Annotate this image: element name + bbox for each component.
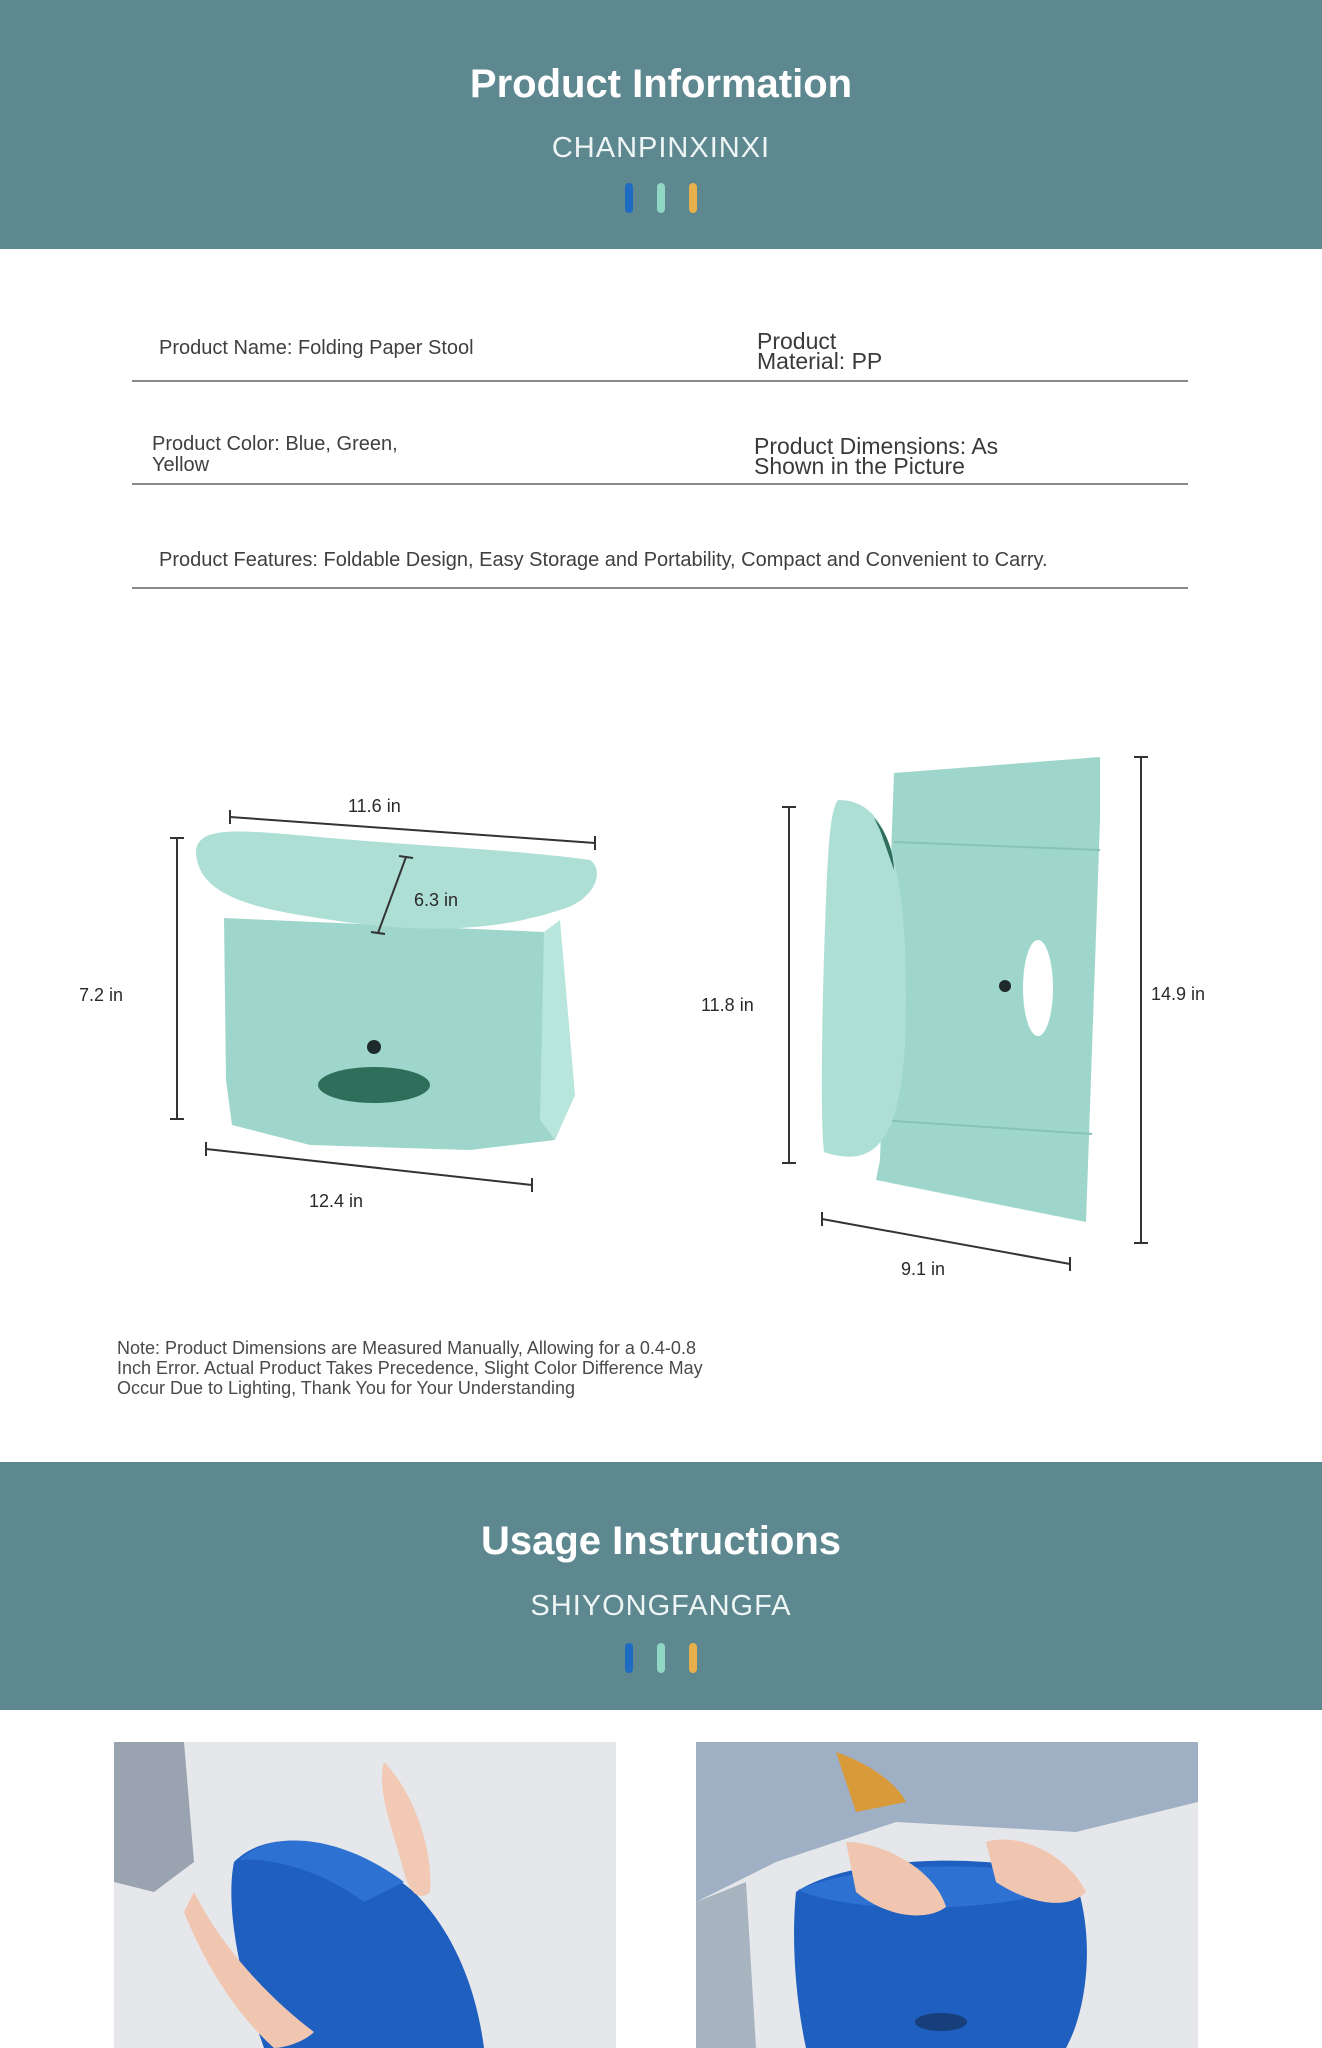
blue-dot-icon — [625, 183, 633, 213]
green-dot-icon — [657, 183, 665, 213]
usage-photo-pressing-illustration — [696, 1742, 1198, 2048]
yellow-dot-icon — [689, 183, 697, 213]
dimension-label-unfolded-width: 9.1 in — [901, 1259, 946, 1279]
section-title: Usage Instructions — [480, 1519, 842, 1563]
note-line2: Inch Error. Actual Product Takes Precedence, Slight Color Difference May — [117, 1358, 703, 1378]
spec-dimensions-line2: Shown in the Picture — [754, 453, 965, 479]
spec-color-line1: Product Color: Blue, Green, — [152, 433, 398, 455]
yellow-dot-icon — [689, 1643, 697, 1673]
dimension-label-unfolded-left: 11.8 in — [701, 995, 754, 1015]
spec-material-line2: Material: PP — [757, 348, 883, 374]
dimension-label-seat-depth: 6.3 in — [414, 890, 459, 910]
usage-photo-pressing — [696, 1742, 1198, 2048]
product-info-banner — [0, 0, 1322, 249]
spec-dimensions-line1: Product Dimensions: As — [754, 433, 999, 459]
usage-photo-unfolding-illustration — [114, 1742, 616, 2048]
spec-divider — [132, 587, 1188, 589]
spec-product-features: Product Features: Foldable Design, Easy Storage and Portability, Compact and Convenient to Carry. — [159, 549, 1048, 571]
section-title: Product Information — [469, 62, 853, 106]
decorative-dots — [0, 183, 1322, 213]
blue-dot-icon — [625, 1643, 633, 1673]
dimension-label-bottom-width: 12.4 in — [309, 1191, 364, 1211]
spec-product-material — [757, 328, 883, 374]
spec-divider — [132, 483, 1188, 485]
spec-product-name: Product Name: Folding Paper Stool — [159, 337, 474, 359]
spec-divider — [132, 380, 1188, 382]
dimension-label-top-width: 11.6 in — [348, 796, 401, 816]
spec-material-line1: Product — [757, 328, 837, 354]
folded-stool-illustration — [196, 831, 597, 1150]
section-subtitle: CHANPINXINXI — [551, 132, 771, 164]
usage-instructions-banner — [0, 1462, 1322, 1710]
spec-product-color — [152, 434, 398, 476]
dimension-diagram — [0, 700, 1322, 1300]
dimension-label-stool-height: 7.2 in — [79, 985, 124, 1005]
green-dot-icon — [657, 1643, 665, 1673]
spec-color-line2: Yellow — [152, 454, 210, 476]
dimension-label-unfolded-right: 14.9 in — [1151, 984, 1206, 1004]
note-line3: Occur Due to Lighting, Thank You for Your Understanding — [117, 1378, 575, 1398]
decorative-dots — [0, 1643, 1322, 1673]
spec-product-dimensions — [754, 433, 999, 479]
unfolded-stool-illustration — [822, 757, 1100, 1222]
section-subtitle: SHIYONGFANGFA — [530, 1590, 792, 1622]
note-line1: Note: Product Dimensions are Measured Manually, Allowing for a 0.4-0.8 — [117, 1338, 696, 1358]
measurement-note — [117, 1338, 757, 1398]
usage-photo-unfolding — [114, 1742, 616, 2048]
